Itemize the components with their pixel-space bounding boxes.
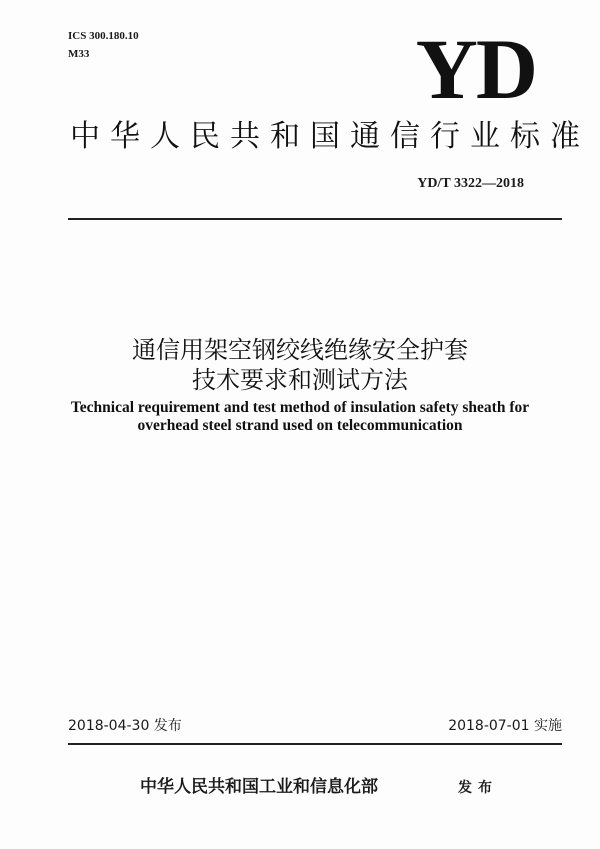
publish-label: 发布	[458, 780, 498, 796]
document-title-en-line1: Technical requirement and test method of insulation safety sheath for	[70, 399, 530, 416]
bottom-divider	[68, 743, 562, 745]
issue-date: 2018-04-30 发布	[68, 718, 182, 734]
standard-number: YD/T 3322—2018	[417, 176, 524, 191]
top-divider	[68, 218, 562, 220]
publisher-name: 中华人民共和国工业和信息化部	[140, 777, 378, 797]
yd-logo: YD	[415, 21, 536, 117]
standard-title: 中华人民共和国通信行业标准	[70, 119, 590, 154]
category-code: M33	[68, 48, 90, 60]
document-title-cn-line2: 技术要求和测试方法	[192, 366, 408, 394]
ics-code: ICS 300.180.10	[68, 30, 139, 42]
implementation-date: 2018-07-01 实施	[448, 718, 562, 734]
document-title-cn-line1: 通信用架空钢绞线绝缘安全护套	[132, 336, 468, 364]
document-title-en-line2: overhead steel strand used on telecommunication	[137, 417, 463, 434]
